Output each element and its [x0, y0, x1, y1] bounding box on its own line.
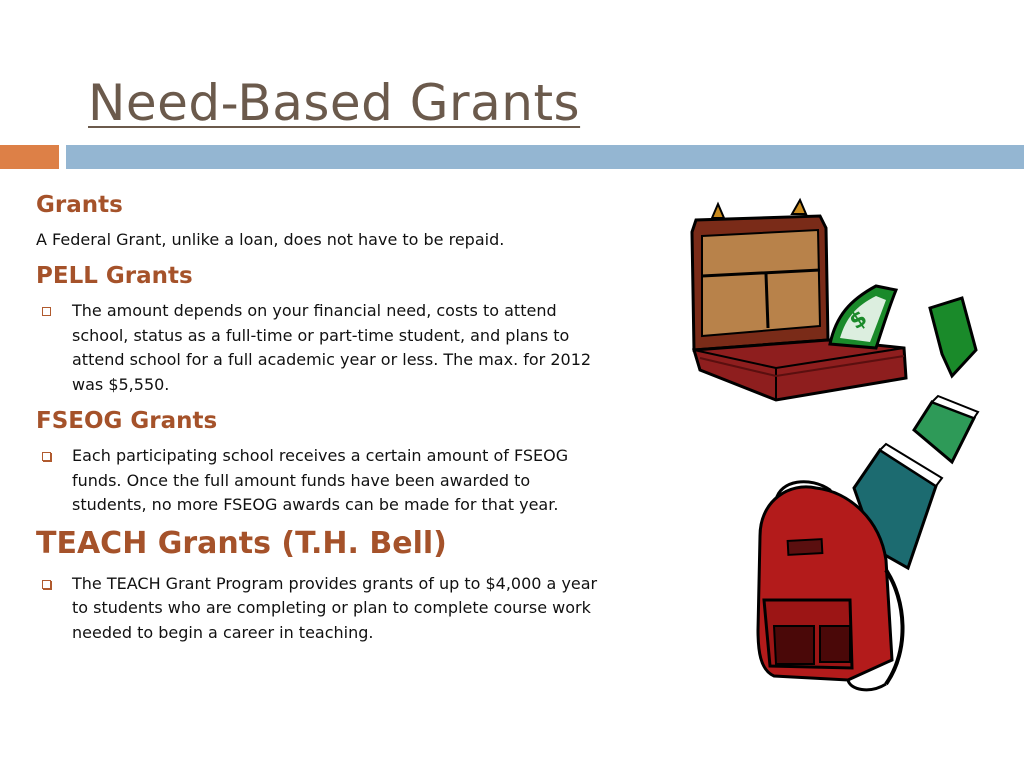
- dollar-bill-icon: [830, 286, 896, 348]
- grants-description: A Federal Grant, unlike a loan, does not have to be repaid.: [36, 230, 505, 249]
- fseog-grants-bullet: [36, 444, 606, 518]
- square-bullet-icon: [42, 580, 51, 589]
- dollar-sign: $: [845, 305, 872, 335]
- teach-grants-text: The TEACH Grant Program provides grants of up to $4,000 a year to students who are completing or plan to complete course work needed to begin a career in teaching.: [72, 573, 598, 642]
- teach-grants-bullet: [36, 572, 606, 646]
- floating-bill-icon: [930, 298, 976, 376]
- fseog-grants-heading: FSEOG Grants: [36, 408, 218, 434]
- square-bullet-icon: [42, 452, 51, 461]
- grants-clipart: [680, 190, 1000, 700]
- grants-heading: Grants: [36, 192, 123, 218]
- teach-grants-heading: TEACH Grants (T.H. Bell): [36, 525, 447, 561]
- slide-title: Need-Based Grants: [88, 74, 581, 132]
- title-accent-bar-orange: [0, 145, 59, 169]
- book-icon: [914, 396, 978, 462]
- title-accent-bar-blue: [66, 145, 1024, 169]
- slide-content: [36, 190, 606, 645]
- fseog-grants-text: Each participating school receives a certain amount of FSEOG funds. Once the full amount funds have been awarded to students, no more FSEOG awards can be made for that year.: [72, 446, 569, 514]
- square-bullet-icon: [42, 307, 51, 316]
- pell-grants-heading: PELL Grants: [36, 263, 193, 289]
- pell-grants-bullet: [36, 299, 606, 397]
- pell-grants-text: The amount depends on your financial need, costs to attend school, status as a full-time or part-time student, and plans to attend school for a full academic year or less. The max. for 2012 was $5,550.: [72, 301, 592, 394]
